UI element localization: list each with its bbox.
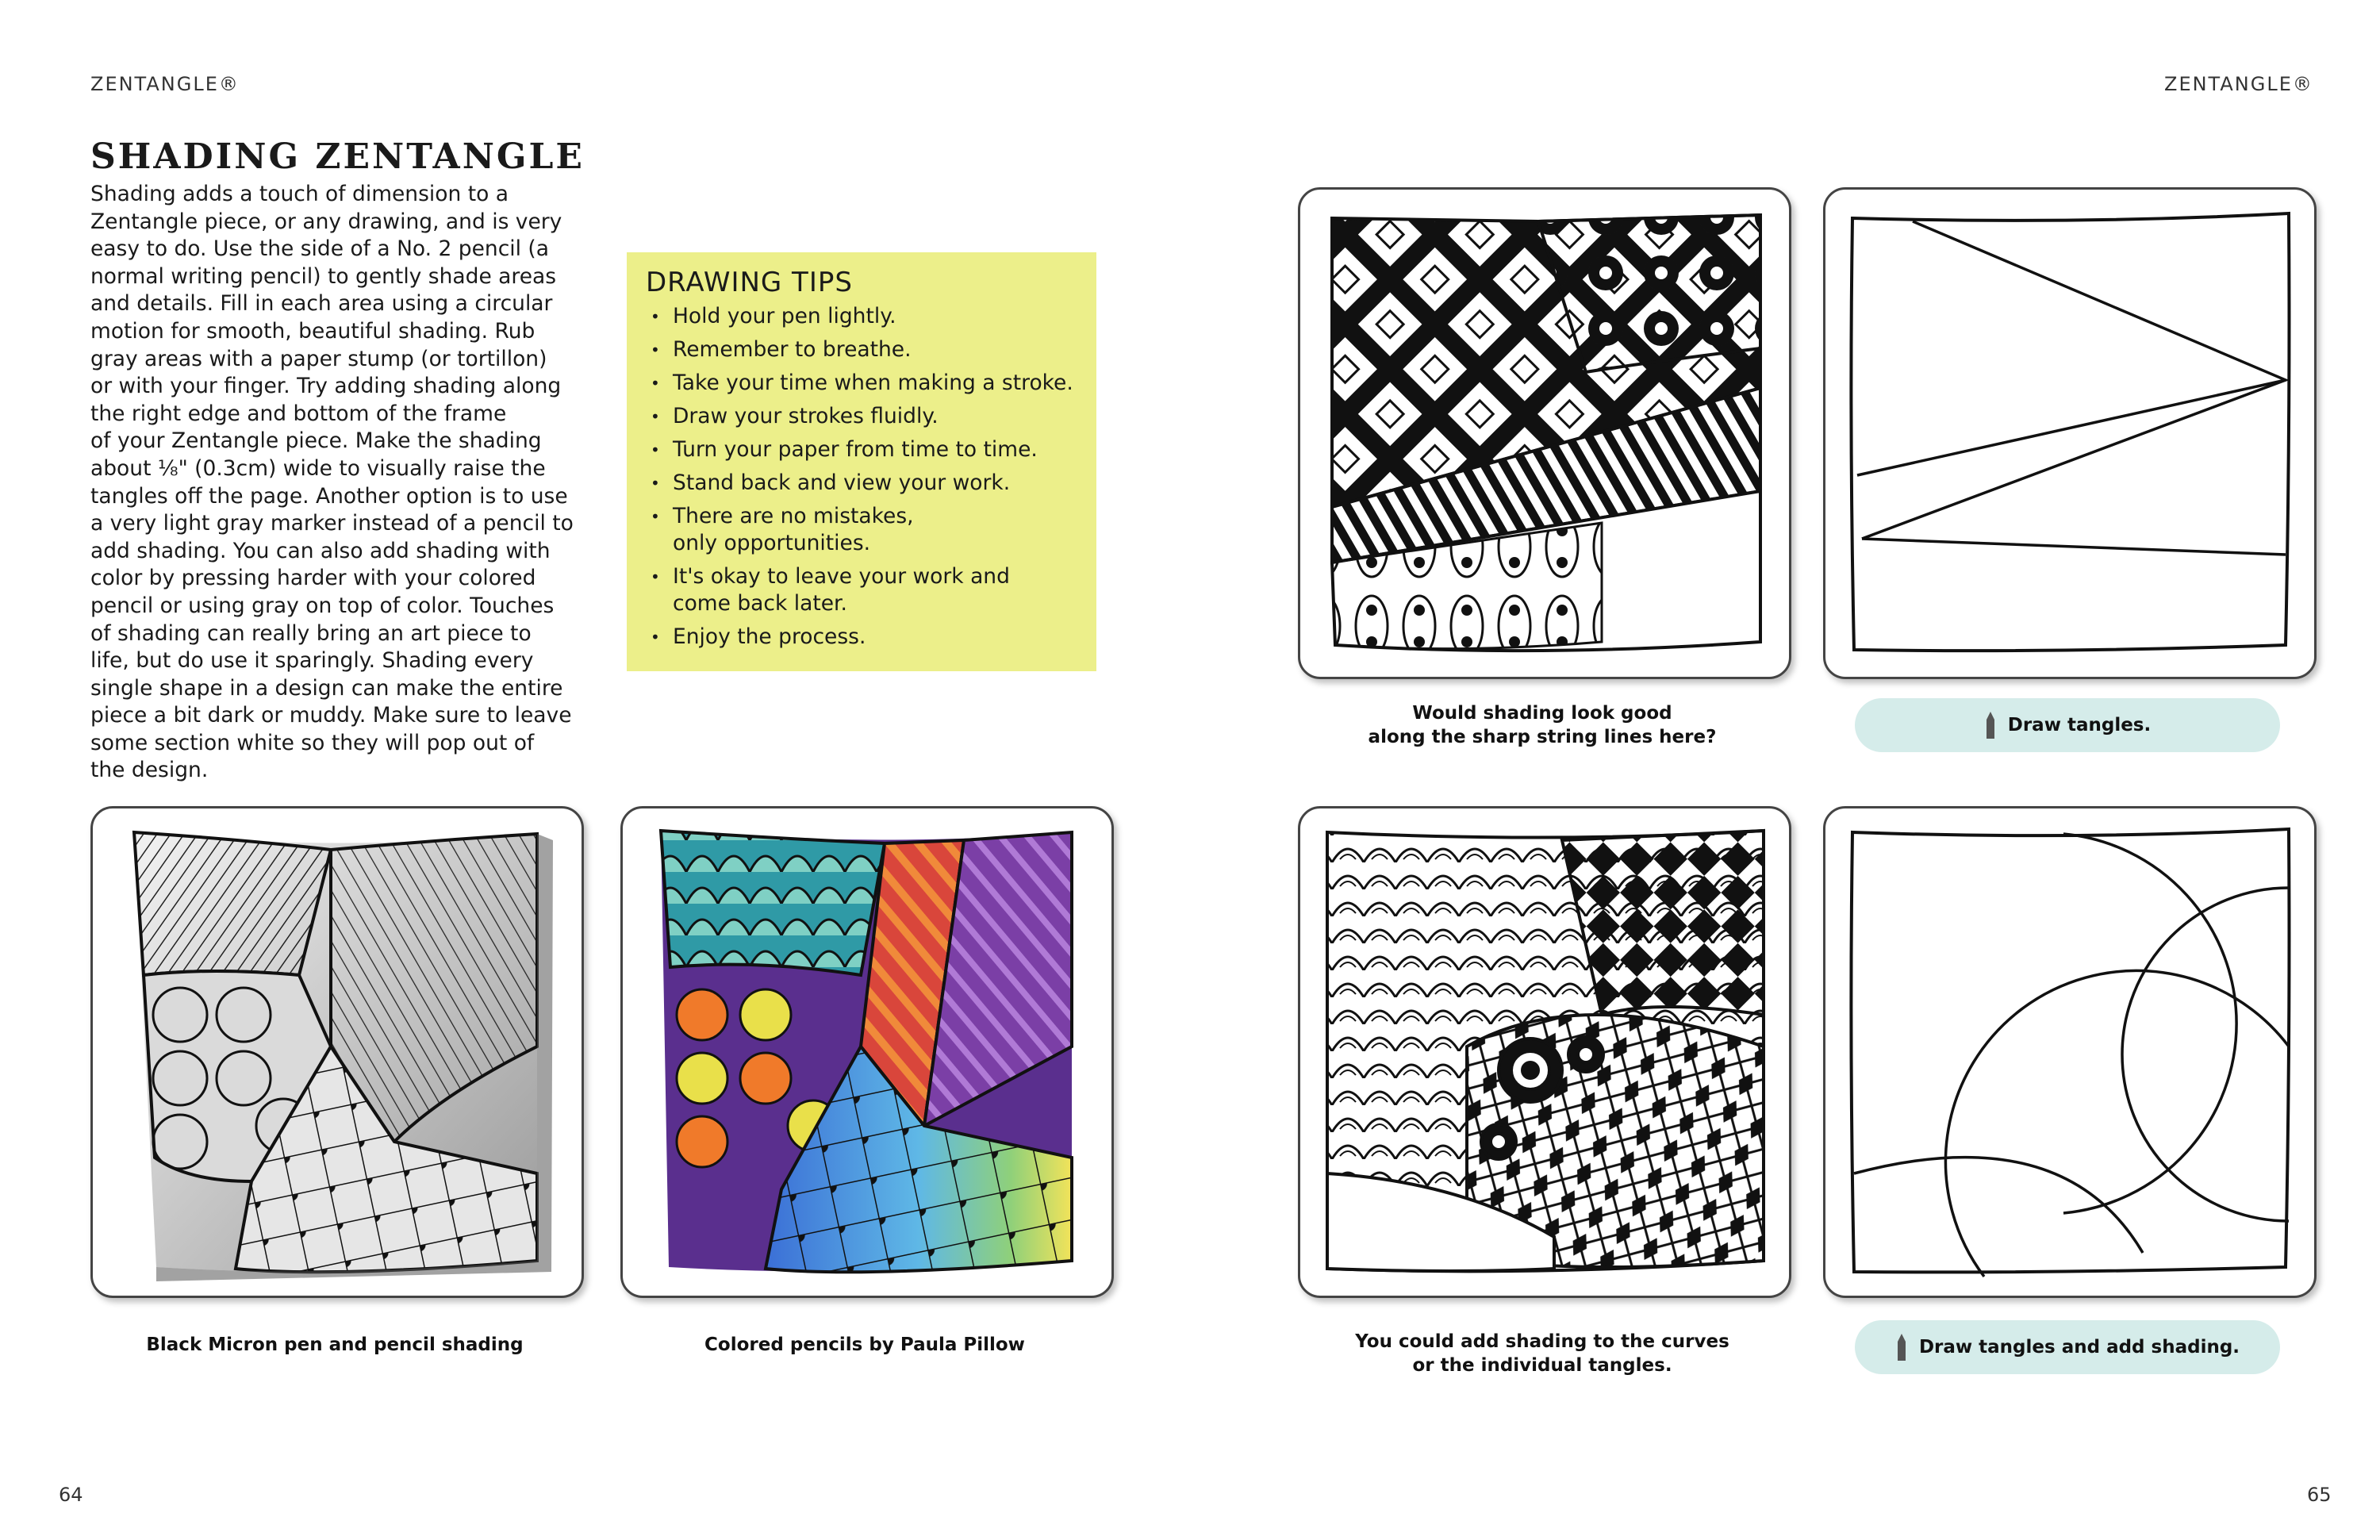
string-curves-artwork <box>1825 808 2314 1296</box>
caption-line: Would shading look good <box>1412 703 1672 724</box>
running-head-right: ZENTANGLE® <box>2164 73 2313 95</box>
body-line: motion for smooth, beautiful shading. Rub <box>90 318 536 344</box>
body-line: and details. Fill in each area using a circular <box>90 291 553 317</box>
body-line: a very light gray marker instead of a pencil to <box>90 511 574 536</box>
caption-pencil-shading: Black Micron pen and pencil shading <box>146 1335 524 1355</box>
page-number-left: 64 <box>59 1484 83 1506</box>
caption-line: or the individual tangles. <box>1412 1355 1672 1376</box>
tips-list <box>649 303 1073 657</box>
body-line: or with your finger. Try adding shading along <box>90 374 562 399</box>
step-label: Draw tangles. <box>2007 715 2152 735</box>
body-line: about ⅛" (0.3cm) wide to visually raise the <box>90 455 546 481</box>
tile-string-sharp <box>1823 187 2317 679</box>
body-line: the right edge and bottom of the frame <box>90 401 507 426</box>
body-line: of shading can really bring an art piece to <box>90 620 532 646</box>
step-label: Draw tangles and add shading. <box>1918 1337 2240 1358</box>
body-line: color by pressing harder with your colored <box>90 566 536 591</box>
tile-curves <box>1298 806 1791 1298</box>
tip-item: • Hold your pen lightly. <box>649 303 1073 330</box>
caption-sharp-lines <box>1298 701 1787 749</box>
body-line: life, but do use it sparingly. Shading every <box>90 648 534 674</box>
page-title: SHADING ZENTANGLE <box>90 136 585 177</box>
body-line: tangles off the page. Another option is to use <box>90 483 568 509</box>
running-head-left: ZENTANGLE® <box>90 73 240 95</box>
body-line: single shape in a design can make the entire <box>90 675 563 701</box>
tip-item: • Stand back and view your work. <box>649 470 1073 497</box>
body-text <box>90 181 598 785</box>
tile-pencil-shading <box>90 806 584 1298</box>
drawing-tips-box <box>627 252 1096 671</box>
body-line: add shading. You can also add shading with <box>90 538 551 563</box>
tile-string-curves <box>1823 806 2317 1298</box>
tip-item: • Turn your paper from time to time. <box>649 436 1073 463</box>
body-line: Shading adds a touch of dimension to a <box>90 182 509 206</box>
body-line: Zentangle piece, or any drawing, and is very <box>90 209 562 234</box>
pen-icon <box>1895 1332 1908 1362</box>
body-line: normal writing pencil) to gently shade areas <box>90 263 557 289</box>
tip-item: • It's okay to leave your work and come back later. <box>649 563 1022 617</box>
tips-title: DRAWING TIPS <box>646 267 853 298</box>
caption-curves <box>1298 1330 1787 1377</box>
caption-colored-pencils: Colored pencils by Paula Pillow <box>704 1335 1025 1355</box>
tip-item: • Remember to breathe. <box>649 336 1073 363</box>
body-line: some section white so they will pop out of <box>90 730 535 755</box>
string-sharp-artwork <box>1825 190 2314 677</box>
pencil-shading-artwork <box>93 808 582 1296</box>
tip-item: • Take your time when making a stroke. <box>649 370 1073 397</box>
sharp-lines-artwork <box>1300 190 1789 677</box>
caption-line: You could add shading to the curves <box>1355 1331 1729 1352</box>
step-draw-tangles-shading <box>1855 1320 2280 1374</box>
body-line: of your Zentangle piece. Make the shading <box>90 428 542 454</box>
tip-item: • There are no mistakes, only opportunities. <box>649 503 927 557</box>
page-number-right: 65 <box>2307 1484 2332 1506</box>
body-line: easy to do. Use the side of a No. 2 pencil (a <box>90 236 550 262</box>
tip-item: • Draw your strokes fluidly. <box>649 403 1073 430</box>
body-line: the design. <box>90 758 209 783</box>
pen-icon <box>1984 710 1997 740</box>
body-line: pencil or using gray on top of color. Touches <box>90 593 555 618</box>
curves-artwork <box>1300 808 1789 1296</box>
tip-item: • Enjoy the process. <box>649 624 1073 651</box>
body-line: gray areas with a paper stump (or tortillon) <box>90 346 547 371</box>
colored-pencils-artwork <box>623 808 1111 1296</box>
step-draw-tangles <box>1855 698 2280 752</box>
tile-colored-pencils <box>620 806 1114 1298</box>
tile-sharp-lines <box>1298 187 1791 679</box>
body-line: piece a bit dark or muddy. Make sure to leave <box>90 703 572 728</box>
caption-line: along the sharp string lines here? <box>1368 727 1717 747</box>
